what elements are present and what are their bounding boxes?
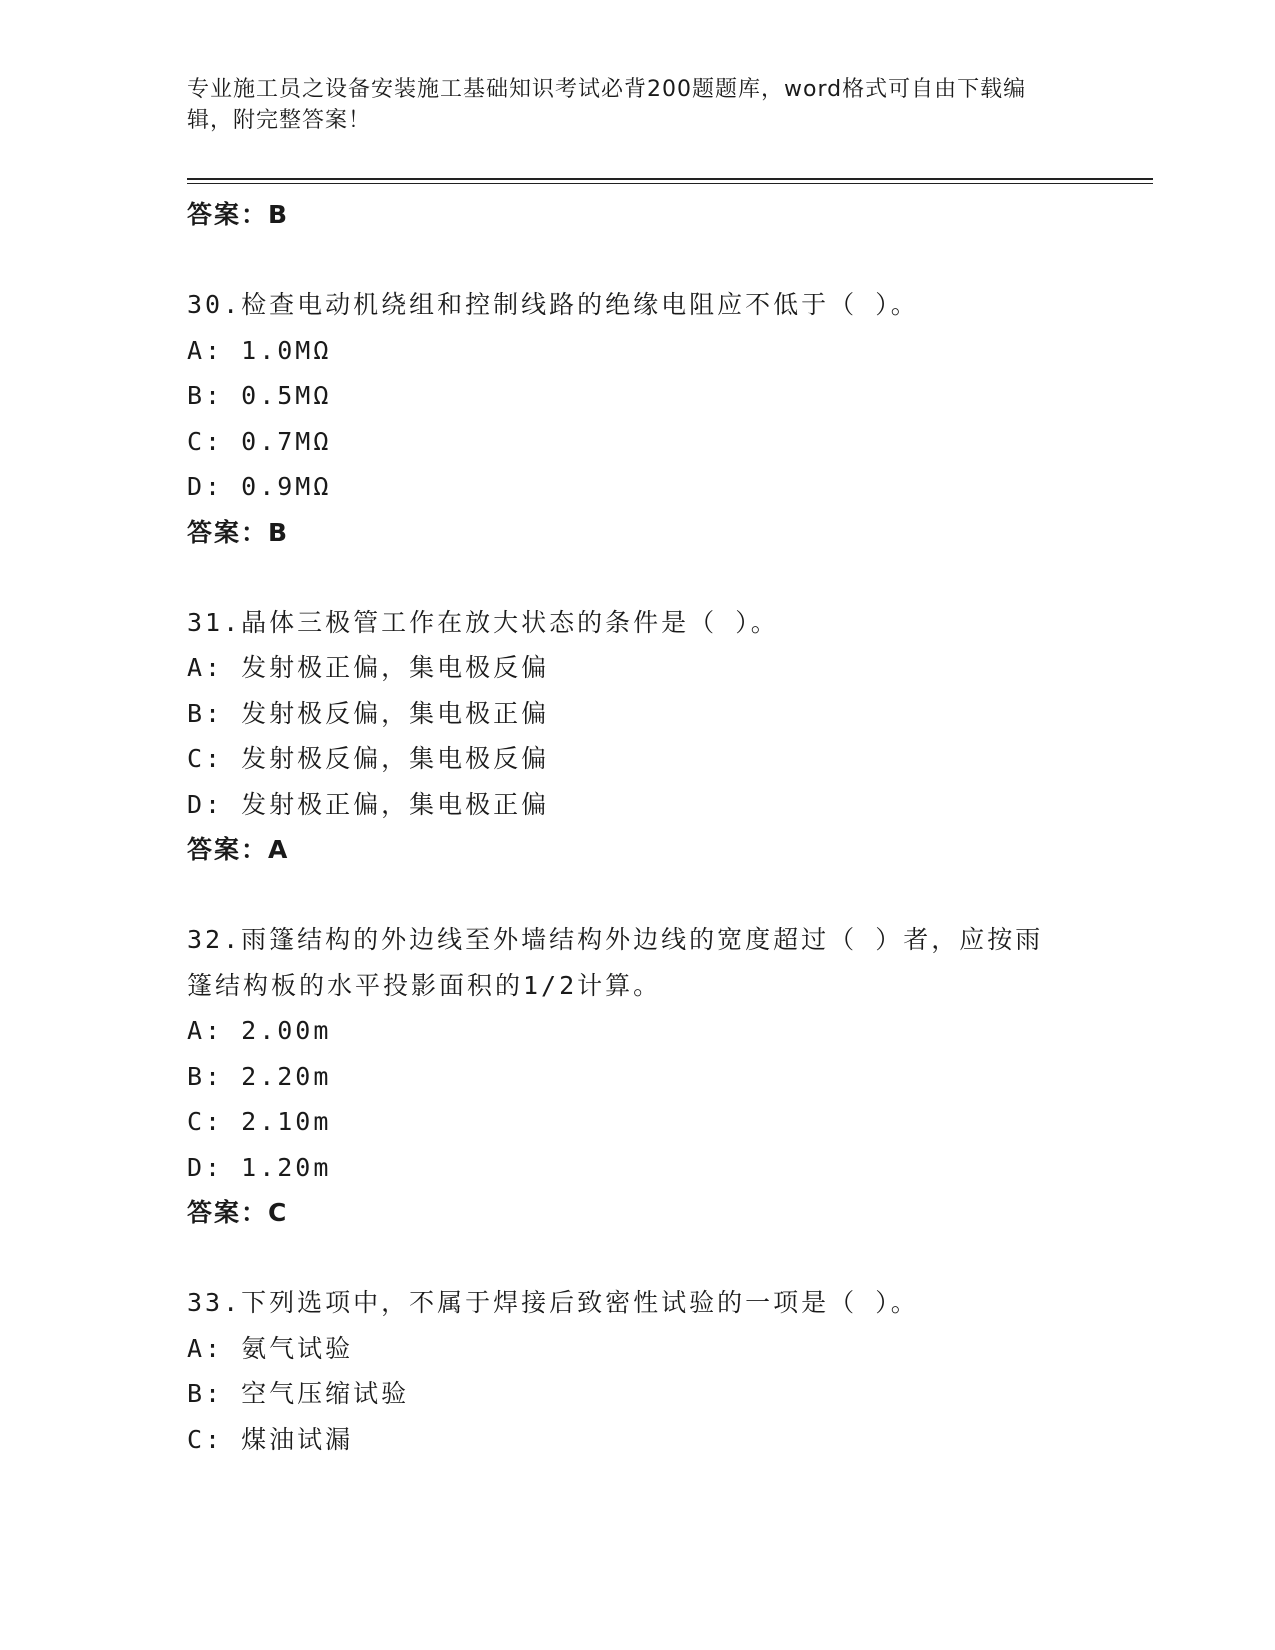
option-b: B: 0.5MΩ <box>187 381 332 410</box>
question-stem: 33.下列选项中，不属于焊接后致密性试验的一项是（ ）。 <box>187 1288 919 1317</box>
option-b: B: 2.20m <box>187 1061 332 1091</box>
header-divider-thin <box>187 183 1153 184</box>
option-c: C: 0.7MΩ <box>187 426 332 456</box>
option-a: A: 氨气试验 <box>187 1333 354 1363</box>
option-d: D: 1.20m <box>187 1152 332 1182</box>
option-c: C: 煤油试漏 <box>187 1424 354 1454</box>
answer-line: 答案：B <box>187 200 290 229</box>
option-a: A: 1.0MΩ <box>187 335 332 365</box>
option-d: D: 0.9MΩ <box>187 472 332 501</box>
question-stem: 31.晶体三极管工作在放大状态的条件是（ ）。 <box>187 607 779 637</box>
option-a: A: 2.00m <box>187 1016 332 1045</box>
answer-line: 答案：C <box>187 1198 289 1227</box>
option-b: B: 空气压缩试验 <box>187 1379 410 1408</box>
question-stem-line-2: 篷结构板的水平投影面积的1/2计算。 <box>187 970 662 1000</box>
option-d: D: 发射极正偏，集电极正偏 <box>187 789 550 819</box>
question-list <box>187 192 1067 1462</box>
question-item <box>187 600 1067 873</box>
question-item <box>187 917 1067 1235</box>
answer-line: 答案：A <box>187 835 290 864</box>
document-header <box>187 74 1067 136</box>
question-stem-line-1: 32.雨篷结构的外边线至外墙结构外边线的宽度超过（ ）者，应按雨 <box>187 925 1044 954</box>
answer-line: 答案：B <box>187 517 290 547</box>
option-a: A: 发射极正偏，集电极反偏 <box>187 653 550 682</box>
option-c: C: 发射极反偏，集电极反偏 <box>187 744 550 773</box>
question-item <box>187 282 1067 555</box>
option-c: C: 2.10m <box>187 1107 332 1136</box>
question-item <box>187 1280 1067 1462</box>
header-text: 专业施工员之设备安装施工基础知识考试必背200题题库，word格式可自由下载编辑，附完整答案！ <box>187 77 1027 133</box>
question-stem: 30.检查电动机绕组和控制线路的绝缘电阻应不低于（ ）。 <box>187 290 919 319</box>
header-divider-thick <box>187 178 1153 180</box>
option-b: B: 发射极反偏，集电极正偏 <box>187 698 550 728</box>
